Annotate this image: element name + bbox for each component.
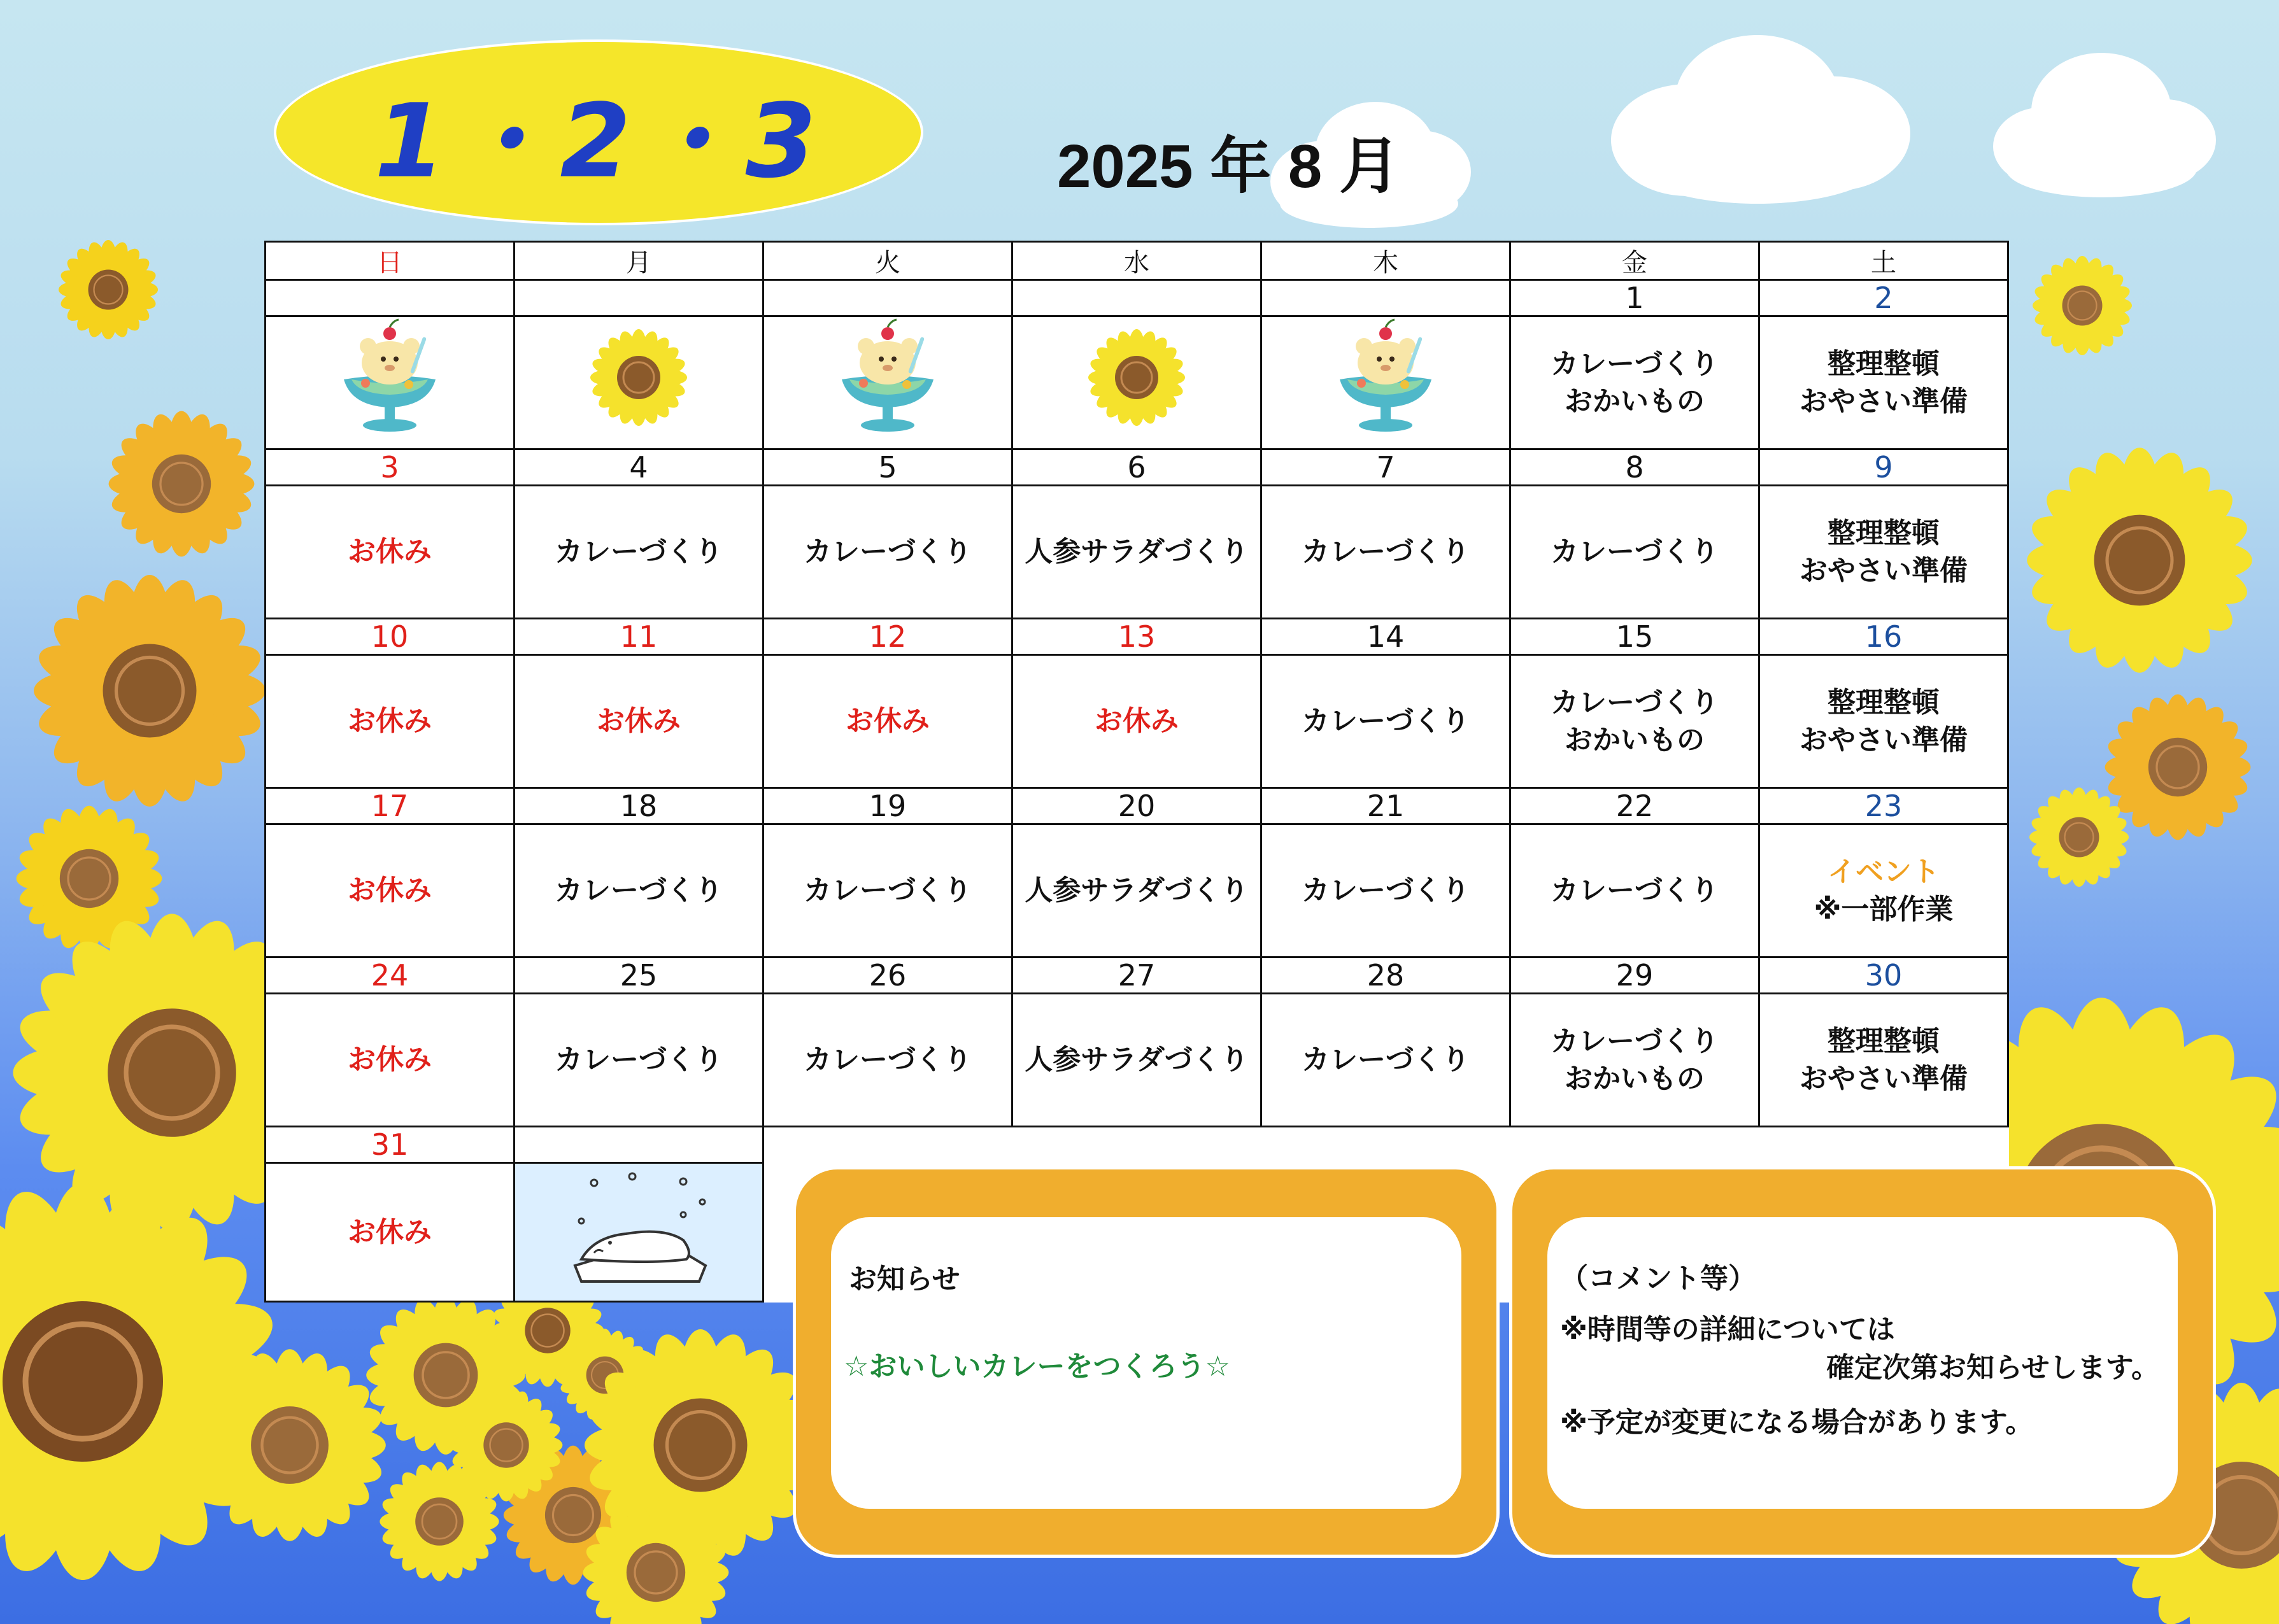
event-note: ※一部作業: [1814, 893, 1954, 926]
date-number-row: [266, 619, 2008, 655]
comments-line: ※予定が変更になる場合があります。: [1560, 1406, 2034, 1439]
date-number: 23: [1759, 788, 2008, 824]
activity-label: 整理整頓 おやさい準備: [1759, 316, 2008, 449]
date-number: 14: [1261, 619, 1510, 655]
activity-label: カレーづくり おかいもの: [1510, 655, 1759, 788]
activity-label: カレーづくり: [1261, 994, 1510, 1127]
weekday-header: 日: [266, 242, 515, 280]
date-number: 20: [1012, 788, 1261, 824]
icon-cell: [1012, 316, 1261, 449]
activity-row: [266, 994, 2008, 1127]
activity-row: [266, 655, 2008, 788]
parfait-bear-icon: [332, 413, 447, 445]
logo-text: 1・2・3: [374, 81, 823, 201]
notice-title: お知らせ: [849, 1263, 960, 1296]
activity-label: カレーづくり: [1510, 824, 1759, 957]
holiday-label: お休み: [515, 655, 763, 788]
sunflower-icon: [2029, 787, 2129, 887]
polar-bear-icon: [556, 1266, 721, 1298]
holiday-label: お休み: [1012, 655, 1261, 788]
activity-label: カレーづくり: [515, 486, 763, 619]
holiday-label: お休み: [266, 486, 515, 619]
date-number: 28: [1261, 957, 1510, 994]
activity-label: 整理整頓 おやさい準備: [1759, 655, 2008, 788]
notice-message: ☆おいしいカレーをつくろう☆: [844, 1350, 1230, 1383]
calendar-table: [264, 241, 2009, 1303]
weekday-header: 木: [1261, 242, 1510, 280]
activity-label: カレーづくり: [763, 824, 1012, 957]
date-number: 31: [266, 1127, 515, 1163]
holiday-label: お休み: [266, 824, 515, 957]
date-number: [1012, 280, 1261, 316]
sunflower-icon: [2027, 448, 2252, 673]
activity-label: カレーづくり: [763, 994, 1012, 1127]
date-number: 10: [266, 619, 515, 655]
activity-label: カレーづくり: [763, 486, 1012, 619]
date-number: 29: [1510, 957, 1759, 994]
date-number: 16: [1759, 619, 2008, 655]
weekday-header: 水: [1012, 242, 1261, 280]
empty-cell: [1012, 1127, 1261, 1163]
sunflower-icon: [1086, 403, 1188, 435]
date-number-row: [266, 957, 2008, 994]
activity-label: 整理整頓 おやさい準備: [1759, 994, 2008, 1127]
activity-label: カレーづくり: [515, 824, 763, 957]
date-number: 24: [266, 957, 515, 994]
cloud-icon: [1611, 35, 1910, 204]
date-number: 25: [515, 957, 763, 994]
date-number: 30: [1759, 957, 2008, 994]
date-number-row: [266, 1127, 2008, 1163]
activity-row: [266, 486, 2008, 619]
date-number: 7: [1261, 449, 1510, 486]
icon-cell: [515, 316, 763, 449]
date-number: 21: [1261, 788, 1510, 824]
sunflower-icon: [2033, 256, 2132, 355]
date-number: 12: [763, 619, 1012, 655]
month-title: 2025 年 8 月: [1057, 132, 1400, 201]
activity-label: カレーづくり: [1261, 824, 1510, 957]
sunflower-icon: [2105, 694, 2250, 840]
weekday-header: 土: [1759, 242, 2008, 280]
date-number: [763, 280, 1012, 316]
date-number: 4: [515, 449, 763, 486]
sunflower-icon: [59, 240, 158, 339]
sunflower-icon: [108, 411, 254, 556]
icon-cell: [1261, 316, 1510, 449]
date-number: 1: [1510, 280, 1759, 316]
weekday-header: 火: [763, 242, 1012, 280]
date-number: 9: [1759, 449, 2008, 486]
date-number-row: [266, 280, 2008, 316]
date-number: 17: [266, 788, 515, 824]
date-number: 18: [515, 788, 763, 824]
activity-row: [266, 824, 2008, 957]
date-number: 5: [763, 449, 1012, 486]
holiday-label: お休み: [266, 1163, 515, 1302]
date-number: 26: [763, 957, 1012, 994]
comments-line: ※時間等の詳細については: [1560, 1313, 1895, 1346]
sunflower-icon: [588, 403, 690, 435]
date-number: [515, 1127, 763, 1163]
date-number: [515, 280, 763, 316]
date-number-row: [266, 788, 2008, 824]
date-number: 19: [763, 788, 1012, 824]
comments-line: 確定次第お知らせします。: [1826, 1352, 2160, 1384]
activity-label: カレーづくり おかいもの: [1510, 994, 1759, 1127]
date-number: 22: [1510, 788, 1759, 824]
icon-cell: [266, 316, 515, 449]
activity-label: 整理整頓 おやさい準備: [1759, 486, 2008, 619]
date-number: [1261, 280, 1510, 316]
cloud-icon: [1993, 53, 2216, 197]
weekday-header: 金: [1510, 242, 1759, 280]
date-number: 11: [515, 619, 763, 655]
icon-cell: [515, 1163, 763, 1302]
parfait-bear-icon: [1328, 413, 1443, 445]
weekday-header: 月: [515, 242, 763, 280]
date-number: 27: [1012, 957, 1261, 994]
activity-label: カレーづくり: [1261, 486, 1510, 619]
activity-label: カレーづくり: [1510, 486, 1759, 619]
empty-cell: [1510, 1127, 1759, 1163]
date-number: 13: [1012, 619, 1261, 655]
date-number: 3: [266, 449, 515, 486]
weekday-header-row: [266, 242, 2008, 280]
icon-cell: [763, 316, 1012, 449]
date-number: 8: [1510, 449, 1759, 486]
date-number-row: [266, 449, 2008, 486]
activity-label: 人参サラダづくり: [1012, 994, 1261, 1127]
activity-label: カレーづくり: [515, 994, 763, 1127]
parfait-bear-icon: [830, 413, 945, 445]
date-number: 2: [1759, 280, 2008, 316]
empty-cell: [1759, 1127, 2008, 1163]
event-label: イベント: [1828, 855, 1940, 888]
activity-label: 人参サラダづくり: [1012, 824, 1261, 957]
activity-row: [266, 316, 2008, 449]
activity-label: カレーづくり: [1261, 655, 1510, 788]
date-number: [266, 280, 515, 316]
empty-cell: [763, 1127, 1012, 1163]
date-number: 15: [1510, 619, 1759, 655]
event-cell: [1759, 824, 2008, 957]
comments-title: （コメント等）: [1560, 1262, 1756, 1295]
holiday-label: お休み: [763, 655, 1012, 788]
empty-cell: [1261, 1127, 1510, 1163]
holiday-label: お休み: [266, 994, 515, 1127]
activity-label: 人参サラダづくり: [1012, 486, 1261, 619]
sunflower-icon: [34, 575, 266, 807]
holiday-label: お休み: [266, 655, 515, 788]
date-number: 6: [1012, 449, 1261, 486]
activity-label: カレーづくり おかいもの: [1510, 316, 1759, 449]
